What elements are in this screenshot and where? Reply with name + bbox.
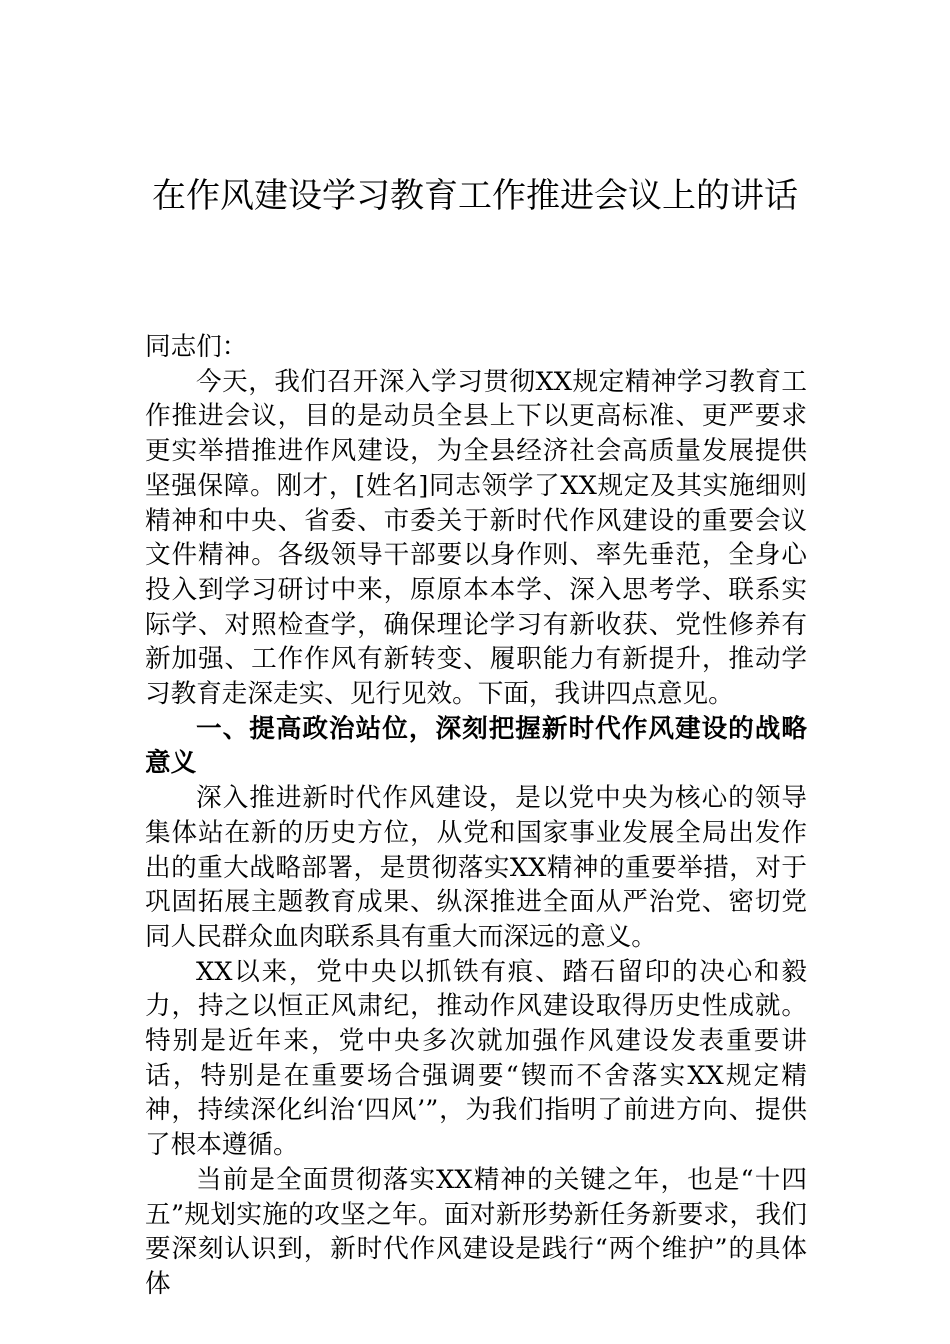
document-body xyxy=(145,330,807,1302)
section-heading: 一、提高政治站位，深刻把握新时代作风建设的战略意义 xyxy=(145,713,807,779)
body-paragraph: XX以来，党中央以抓铁有痕、踏石留印的决心和毅力，持之以恒正风肃纪，推动作风建设取得历史性成就。特别是近年来，党中央多次就加强作风建设发表重要讲话，特别是在重要场合强调要“锲而不舍落实XX规定精神，持续深化纠治‘四风’”，为我们指明了前进方向、提供了根本遵循。 xyxy=(145,956,807,1161)
document-title: 在作风建设学习教育工作推进会议上的讲话 xyxy=(152,176,798,216)
body-paragraph: 深入推进新时代作风建设，是以党中央为核心的领导集体站在新的历史方位，从党和国家事业发展全局出发作出的重大战略部署，是贯彻落实XX精神的重要举措，对于巩固拓展主题教育成果、纵深推进全面从严治党、密切党同人民群众血肉联系具有重大而深远的意义。 xyxy=(145,783,807,952)
salutation: 同志们： xyxy=(145,332,248,362)
body-paragraph: 当前是全面贯彻落实XX精神的关键之年，也是“十四五”规划实施的攻坚之年。面对新形势新任务新要求，我们要深刻认识到，新时代作风建设是践行“两个维护”的具体体 xyxy=(145,1164,807,1299)
intro-paragraph: 今天，我们召开深入学习贯彻XX规定精神学习教育工作推进会议，目的是动员全县上下以更高标准、更严要求更实举措推进作风建设，为全县经济社会高质量发展提供坚强保障。刚才，[姓名]同志领学了XX规定及其实施细则精神和中央、省委、市委关于新时代作风建设的重要会议文件精神。各级领导干部要以身作则、率先垂范，全身心投入到学习研讨中来，原原本本学、深入思考学、联系实际学、对照检查学，确保理论学习有新收获、党性修养有新加强、工作作风有新转变、履职能力有新提升，推动学习教育走深走实、见行见效。下面，我讲四点意见。 xyxy=(145,366,807,710)
